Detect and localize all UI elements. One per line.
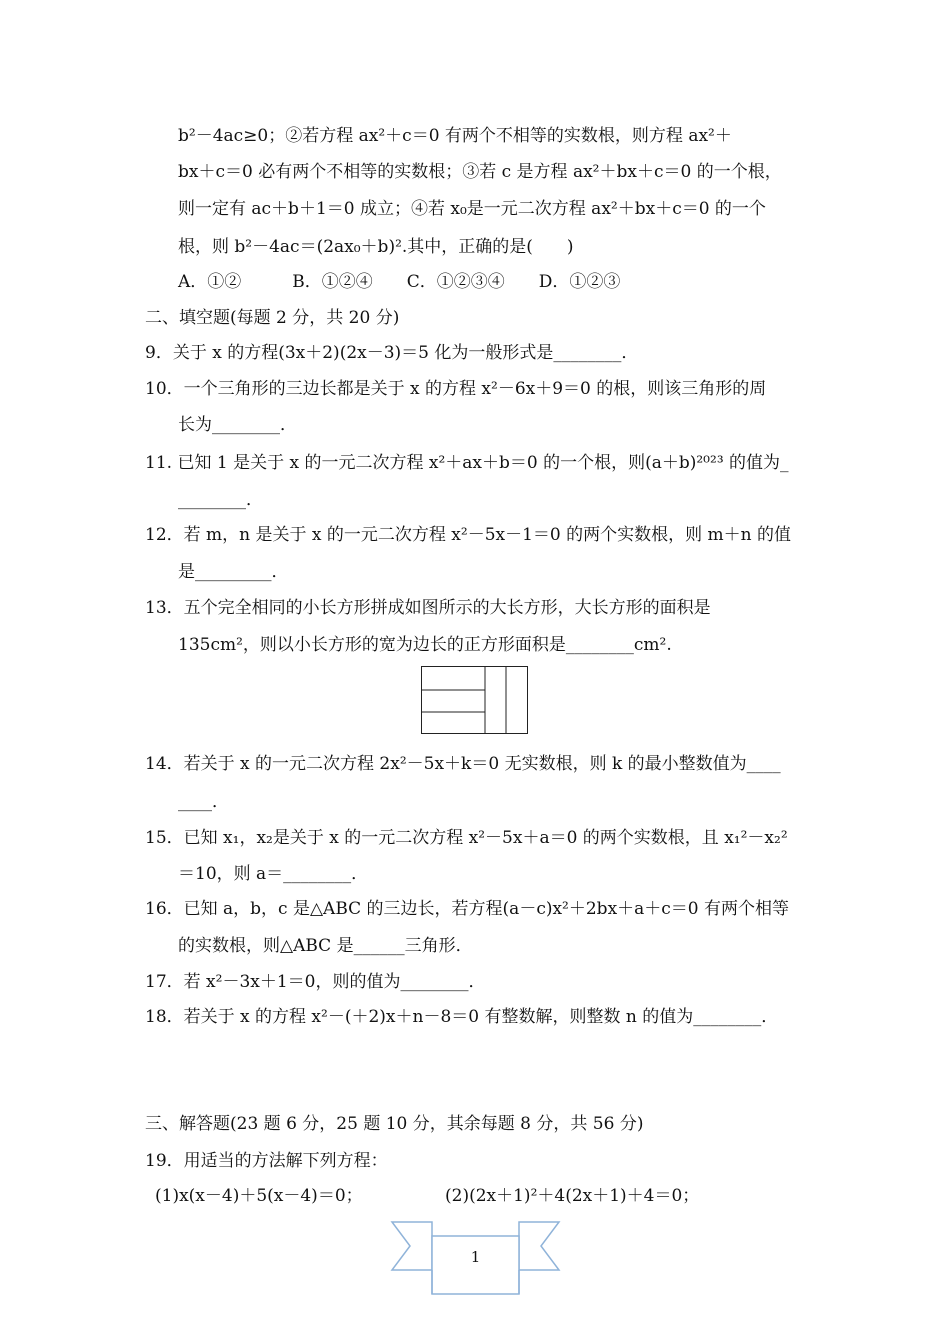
question-14-line-1: 14．若关于 x 的一元二次方程 2x²－5x＋k＝0 无实数根，则 k 的最小整数值为____	[145, 754, 781, 774]
question-11-line-2: ________．	[178, 490, 263, 510]
question-12-line-1: 12．若 m，n 是关于 x 的一元二次方程 x²－5x－1＝0 的两个实数根，则 m＋n 的值	[145, 525, 792, 545]
question-11-line-1: 11. 已知 1 是关于 x 的一元二次方程 x²＋ax＋b＝0 的一个根，则(a＋b)²⁰²³ 的值为_	[145, 453, 789, 473]
question-12-line-2: 是_________．	[178, 562, 289, 582]
question-19: 19．用适当的方法解下列方程：	[145, 1151, 388, 1171]
question-15-line-1: 15．已知 x₁，x₂是关于 x 的一元二次方程 x²－5x＋a＝0 的两个实数根，且 x₁²－x₂²	[145, 828, 788, 848]
question-8-options-line-2: bx＋c＝0 必有两个不相等的实数根；③若 c 是方程 ax²＋bx＋c＝0 的一个根，	[178, 162, 782, 182]
page-footer	[388, 1218, 563, 1306]
question-16-line-1: 16．已知 a，b，c 是△ABC 的三边长，若方程(a－c)x²＋2bx＋a＋c＝0 有两个相等	[145, 899, 790, 919]
question-8-options-line-1: b²－4ac≥0；②若方程 ax²＋c＝0 有两个不相等的实数根，则方程 ax²＋	[178, 126, 732, 146]
question-19-part-2: (2)(2x＋1)²＋4(2x＋1)＋4＝0；	[445, 1186, 700, 1206]
question-10-line-2: 长为________．	[178, 415, 297, 435]
question-13-line-2: 135cm²，则以小长方形的宽为边长的正方形面积是________cm².	[178, 635, 672, 655]
question-19-part-1: (1)x(x－4)＋5(x－4)＝0；	[155, 1186, 363, 1206]
question-14-line-2: ____．	[178, 792, 229, 812]
section-3-heading: 三、解答题(23 题 6 分，25 题 10 分，其余每题 8 分，共 56 分)	[145, 1114, 644, 1134]
page-number: 1	[470, 1248, 481, 1266]
question-18: 18．若关于 x 的方程 x²－(＋2)x＋n－8＝0 有整数解，则整数 n 的值为________．	[145, 1007, 779, 1027]
question-8-options-line-3: 则一定有 ac＋b＋1＝0 成立；④若 x₀是一元二次方程 ax²＋bx＋c＝0 的一个	[178, 199, 766, 219]
question-9: 9．关于 x 的方程(3x＋2)(2x－3)＝5 化为一般形式是________．	[145, 343, 639, 363]
question-10-line-1: 10．一个三角形的三边长都是关于 x 的方程 x²－6x＋9＝0 的根，则该三角形的周	[145, 379, 767, 399]
question-15-line-2: ＝10，则 a＝________．	[178, 864, 369, 884]
section-2-heading: 二、填空题(每题 2 分，共 20 分)	[145, 308, 400, 328]
question-13-line-1: 13．五个完全相同的小长方形拼成如图所示的大长方形，大长方形的面积是	[145, 598, 711, 618]
question-16-line-2: 的实数根，则△ABC 是______三角形．	[178, 936, 473, 956]
rectangles-figure	[421, 666, 528, 734]
question-17: 17．若 x²－3x＋1＝0，则的值为________．	[145, 972, 486, 992]
question-8-options-line-4: 根，则 b²－4ac＝(2ax₀＋b)².其中，正确的是( )	[178, 237, 574, 257]
question-8-choices: A．①② B．①②④ C．①②③④ D．①②③	[178, 272, 621, 292]
